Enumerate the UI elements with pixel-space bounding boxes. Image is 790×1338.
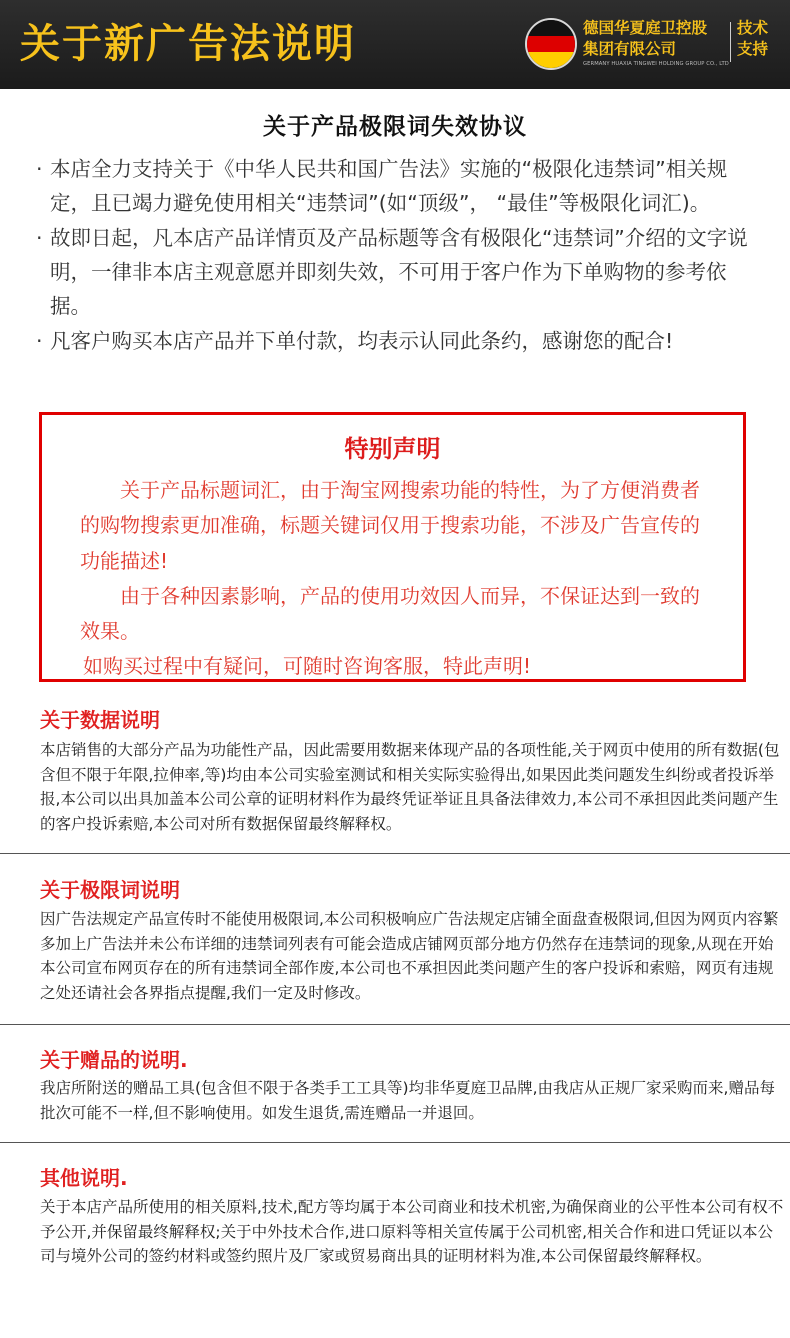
company-name bbox=[583, 18, 723, 60]
section-body-other: 关于本店产品所使用的相关原料,技术,配方等均属于本公司商业和技术机密,为确保商业的公平性本公司有权不予公开,并保留最终解释权;关于中外技术合作,进口原料等相关宣传属于公司机密,相关合作和进口凭证以本公司与境外公司的签约材料或签约照片及厂家或贸易商出具的证明材料为准,本公司保留最终解释权。 bbox=[40, 1198, 784, 1265]
company-name-english: GERMANY HUAXIA TINGWEI HOLDING GROUP CO., LTD bbox=[583, 61, 729, 67]
banner-title: 关于新广告法说明 bbox=[20, 21, 356, 67]
header-banner bbox=[0, 0, 790, 89]
bullet-text: 凡客户购买本店产品并下单付款，均表示认同此条约，感谢您的配合! bbox=[50, 329, 674, 353]
section-divider bbox=[0, 1142, 790, 1143]
notice-paragraph: 如购买过程中有疑问，可随时咨询客服，特此声明! bbox=[83, 654, 532, 679]
section-divider bbox=[0, 853, 790, 854]
section-title-data: 关于数据说明 bbox=[40, 708, 160, 732]
section-title-other: 其他说明. bbox=[40, 1166, 128, 1190]
special-notice-body bbox=[80, 473, 716, 685]
section-title-extreme-words: 关于极限词说明 bbox=[40, 878, 180, 902]
bullet-marker: · bbox=[36, 157, 43, 181]
tech-support-line2: 支持 bbox=[737, 40, 769, 58]
notice-paragraph: 关于产品标题词汇，由于淘宝网搜索功能的特性，为了方便消费者的购物搜索更加准确，标题关键词仅用于搜索功能，不涉及广告宣传的功能描述! bbox=[80, 478, 700, 573]
bullet-text: 本店全力支持关于《中华人民共和国广告法》实施的“极限化违禁词”相关规定，且已竭力避免使用相关“违禁词”(如“顶级”， “最佳”等极限化词汇)。 bbox=[50, 157, 728, 215]
company-name-line2: 集团有限公司 bbox=[583, 40, 677, 58]
agreement-bullet bbox=[36, 152, 756, 220]
germany-flag-logo-icon bbox=[525, 18, 577, 70]
agreement-bullet bbox=[36, 221, 756, 323]
section-divider bbox=[0, 1024, 790, 1025]
bullet-marker: · bbox=[36, 226, 43, 250]
section-body-gifts: 我店所附送的赠品工具(包含但不限于各类手工工具等)均非华夏庭卫品牌,由我店从正规厂家采购而来,赠品每批次可能不一样,但不影响使用。如发生退货,需连赠品一并退回。 bbox=[40, 1079, 775, 1122]
banner-divider bbox=[730, 22, 731, 62]
special-notice-title: 特别声明 bbox=[344, 435, 441, 463]
bullet-marker: · bbox=[36, 329, 43, 353]
agreement-bullet bbox=[36, 324, 756, 358]
bullet-text: 故即日起，凡本店产品详情页及产品标题等含有极限化“违禁词”介绍的文字说明，一律非本店主观意愿并即刻失效，不可用于客户作为下单购物的参考依据。 bbox=[50, 226, 748, 318]
section-body-extreme-words: 因广告法规定产品宣传时不能使用极限词,本公司积极响应广告法规定店铺全面盘查极限词,但因为网页内容繁多加上广告法并未公布详细的违禁词列表有可能会造成店铺网页部分地方仍然存在违禁词的现象,从现在开始本公司宣布网页存在的所有违禁词全部作废,本公司也不承担因此类问题产生的客户投诉和索赔，网页有违规之处还请社会各界指点提醒,我们一定及时修改。 bbox=[40, 910, 779, 1002]
tech-support-label bbox=[737, 18, 785, 60]
agreement-title: 关于产品极限词失效协议 bbox=[263, 114, 527, 140]
notice-paragraph: 由于各种因素影响，产品的使用功效因人而异，不保证达到一致的效果。 bbox=[80, 583, 700, 644]
special-notice-box bbox=[39, 412, 746, 682]
section-title-gifts: 关于赠品的说明. bbox=[40, 1048, 188, 1072]
section-body-data: 本店销售的大部分产品为功能性产品，因此需要用数据来体现产品的各项性能,关于网页中使用的所有数据(包含但不限于年限,拉伸率,等)均由本公司实验室测试和相关实际实验得出,如果因此类问题发生纠纷或者投诉举报,本公司以出具加盖本公司公章的证明材料作为最终凭证举证且具备法律效力,本公司不承担因此类问题产生的客户投诉索赔,本公司对所有数据保留最终解释权。 bbox=[40, 741, 780, 833]
tech-support-line1: 技术 bbox=[737, 19, 769, 37]
agreement-bullet-list bbox=[36, 152, 756, 359]
company-name-line1: 德国华夏庭卫控股 bbox=[583, 19, 708, 37]
